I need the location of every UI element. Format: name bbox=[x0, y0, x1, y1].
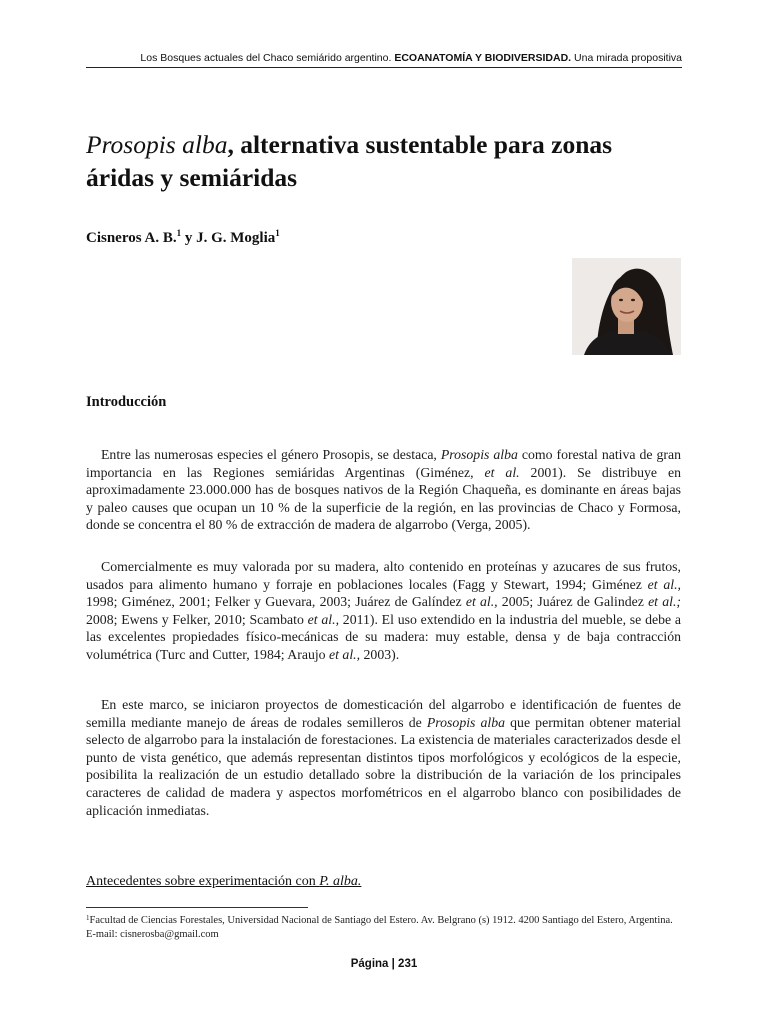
article-title bbox=[86, 128, 686, 194]
running-header-suffix: Una mirada propositiva bbox=[571, 52, 682, 64]
italic-run: Prosopis alba bbox=[440, 447, 518, 462]
running-header-prefix: Los Bosques actuales del Chaco semiárido argentino. bbox=[140, 52, 395, 64]
body-paragraph-3 bbox=[86, 696, 681, 819]
running-header bbox=[86, 52, 682, 68]
text-run: Entre las numerosas especies el género Prosopis, se destaca, bbox=[101, 447, 441, 462]
italic-run: Prosopis alba bbox=[426, 714, 506, 730]
author-portrait-image bbox=[572, 258, 681, 355]
author-2: y J. G. Moglia bbox=[181, 230, 276, 246]
author-1: Cisneros A. B. bbox=[86, 230, 177, 246]
text-run: 2008; Ewens y Felker, 2010; Scambato bbox=[86, 611, 308, 627]
text-run: 2005; Juárez de Galindez bbox=[497, 594, 649, 610]
author-1-affiliation-mark: 1 bbox=[176, 228, 182, 238]
italic-run: et al., bbox=[647, 576, 681, 592]
italic-run: et al., bbox=[465, 594, 498, 610]
title-rest: , alternativa sustentable para zonas áridas y semiáridas bbox=[86, 130, 613, 192]
text-run: En este marco, se iniciaron proyectos de domesticación del algarrobo e identificación de fuentes de semilla mediante manejo de áreas de rodales semilleros de bbox=[86, 697, 681, 730]
text-run: 2001). Se distribuye en aproximadamente 23.000.000 has de bosques nativos de la Región Chaqueña, es dominante en áreas bajas y paleo causes que ocupan un 10 % de la superficie de la región, en las provincias de Chaco y Formosa, donde se concentra el 80 % de extracción de madera de algarrobo (Verga, 2005). bbox=[86, 464, 681, 533]
text-run: como forestal nativa de gran importancia en las Regiones semiáridas Argentinas (Giménez, bbox=[86, 447, 681, 480]
title-species: Prosopis alba bbox=[86, 130, 228, 159]
body-paragraph-2 bbox=[86, 558, 681, 664]
page-number: Página | 231 bbox=[350, 958, 418, 970]
subsection-text: Antecedentes sobre experimentación con bbox=[86, 874, 320, 889]
italic-run: et al.; bbox=[648, 594, 681, 610]
italic-run: et al., bbox=[329, 646, 361, 662]
subsection-heading bbox=[86, 874, 361, 890]
footnote bbox=[86, 914, 681, 942]
italic-run: et al., bbox=[307, 611, 340, 627]
author-2-affiliation-mark: 1 bbox=[275, 228, 280, 238]
text-run: que permitan obtener material selecto de algarrobo para la instalación de forestaciones. La existencia de materiales caracterizados desde el punto de vista genético, que además representan distintos tipos morfológicos y ecológicos de la especie, posibilita la realización de un estudio detallado sobre la distribución de la variación de los principales caracteres de calidad de madera y aspectos morfométricos en el algarrobo blanco con posibilidades de aplicación inmediatas. bbox=[86, 714, 681, 818]
text-run: 2003). bbox=[360, 646, 400, 662]
author-photo bbox=[572, 258, 681, 355]
footnote-mark: 1 bbox=[86, 914, 90, 922]
subsection-italic: P. alba. bbox=[319, 874, 362, 889]
author-line bbox=[86, 230, 280, 247]
section-heading-introduction: Introducción bbox=[86, 394, 167, 410]
text-run: 1998; Giménez, 2001; Felker y Guevara, 2003; Juárez de Galíndez bbox=[86, 594, 466, 610]
italic-run: et al. bbox=[484, 464, 520, 480]
body-paragraph-1 bbox=[86, 446, 681, 534]
footnote-text: Facultad de Ciencias Forestales, Universidad Nacional de Santiago del Estero. Av. Belgrano (s) 1912. 4200 Santiago del Estero, Argentina. E-mail: cisnerosba@gmail.com bbox=[86, 915, 673, 940]
text-run: 2011). El uso extendido en la industria del mueble, se debe a las excelentes propiedades físico-mecánicas de su madera: muy estable, densa y de baja contracción volumétrica (Turc and Cutter, 1984; Araujo bbox=[86, 611, 681, 662]
running-header-bold: ECOANATOMÍA Y BIODIVERSIDAD. bbox=[394, 52, 572, 64]
footnote-divider bbox=[86, 907, 308, 908]
text-run: Comercialmente es muy valorada por su madera, alto contenido en proteínas y azucares de sus frutos, usados para alimento humano y forraje en poblaciones locales (Fagg y Stewart, 1994; Giménez bbox=[86, 559, 681, 592]
